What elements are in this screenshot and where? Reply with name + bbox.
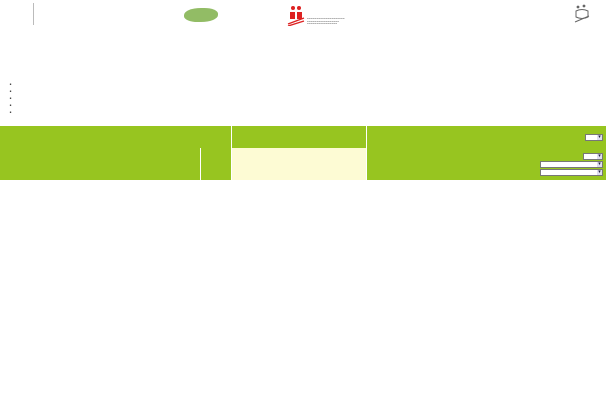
calc-title xyxy=(0,126,232,148)
zone-select[interactable] xyxy=(540,161,603,168)
jahr-label xyxy=(201,148,232,180)
bfs-icon xyxy=(574,3,590,23)
step-item xyxy=(9,103,15,110)
info-header-row xyxy=(0,148,606,180)
step-item xyxy=(9,89,15,96)
ref-year-select[interactable] xyxy=(585,134,603,141)
table-header-row xyxy=(0,126,606,148)
info-title xyxy=(0,148,201,180)
ref-header xyxy=(367,126,606,148)
logo-divider xyxy=(33,3,34,25)
results-title xyxy=(232,126,367,148)
step-item xyxy=(9,110,15,117)
steps-list xyxy=(9,82,15,117)
step-item xyxy=(9,96,15,103)
agridea-subtitle: ▬▬▬▬▬▬▬▬▬▬▬▬▬▬▬▬▬▬▬▬ ▬▬▬▬▬▬▬▬▬▬▬▬▬▬▬▬▬ ▬▬▬▬▬▬▬▬▬▬▬▬▬▬▬▬ xyxy=(307,18,345,26)
agridea-icon xyxy=(287,4,305,26)
vergleich-control xyxy=(538,169,603,176)
ref-controls xyxy=(367,148,606,180)
vergleich-select[interactable] xyxy=(540,169,603,176)
bewirtschaftung-control xyxy=(581,153,603,160)
header xyxy=(0,0,606,30)
bewirtschaftung-select[interactable] xyxy=(583,153,603,160)
bfs-logo xyxy=(520,3,606,27)
agridea-logo xyxy=(287,1,387,29)
results-blank xyxy=(232,148,367,180)
profi-lait-logo xyxy=(180,0,222,26)
leaf-icon xyxy=(184,8,218,22)
step-item xyxy=(9,82,15,89)
zone-control xyxy=(538,161,603,168)
